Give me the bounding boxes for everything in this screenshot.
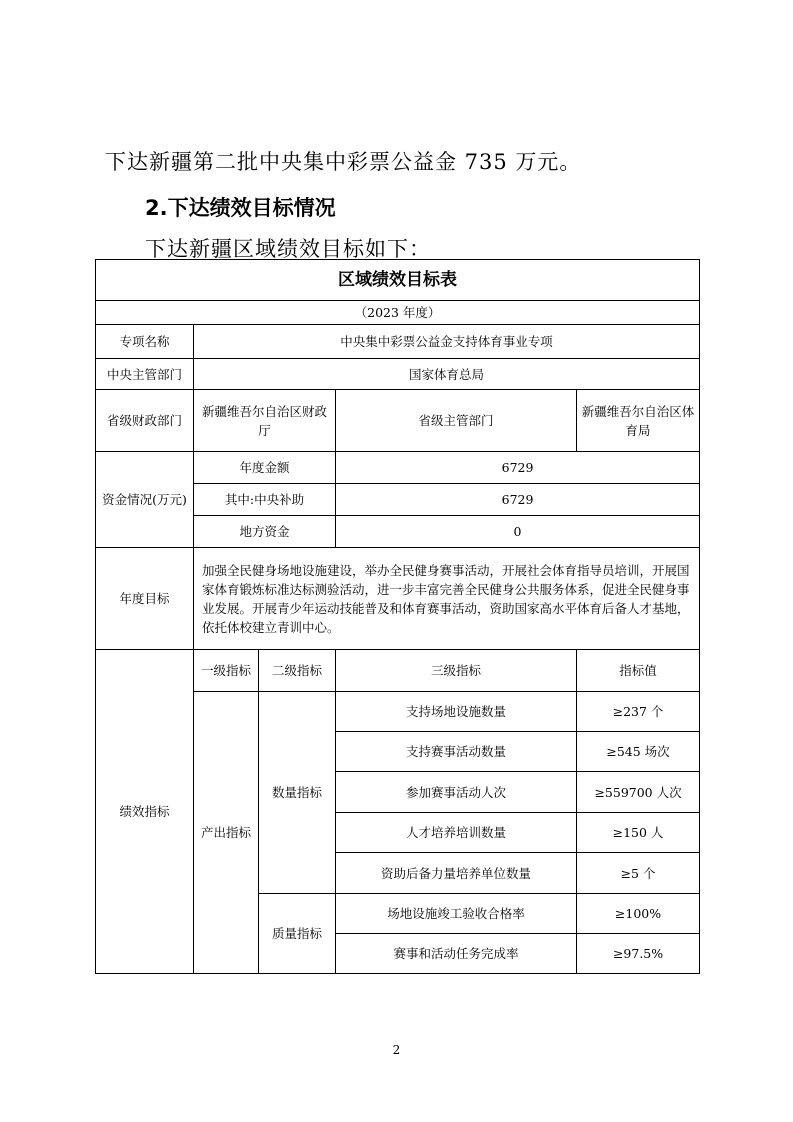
section-heading: 2.下达绩效目标情况 [145, 196, 336, 220]
performance-target-table [95, 259, 700, 974]
indicator-value: ≥559700 人次 [577, 772, 700, 813]
output-label: 产出指标 [194, 692, 259, 974]
prov-finance-label: 省级财政部门 [96, 390, 194, 452]
header-level3: 三级指标 [336, 650, 577, 692]
indicator-name: 支持场地设施数量 [336, 692, 577, 732]
page-number: 2 [392, 1043, 401, 1057]
header-level1: 一级指标 [194, 650, 259, 692]
intro-paragraph: 下达新疆区域绩效目标如下： [145, 237, 431, 261]
indicator-value: ≥545 场次 [577, 732, 700, 772]
project-label: 专项名称 [96, 325, 194, 359]
funds-row-value: 6729 [336, 452, 700, 484]
perf-label: 绩效指标 [96, 650, 194, 974]
header-level2: 二级指标 [259, 650, 336, 692]
funds-row-label: 其中:中央补助 [194, 484, 336, 516]
table-year: （2023 年度） [96, 301, 700, 325]
prov-finance-value: 新疆维吾尔自治区财政厅 [194, 390, 336, 452]
quality-label: 质量指标 [259, 894, 336, 974]
indicator-name: 人才培养培训数量 [336, 813, 577, 853]
indicator-name: 参加赛事活动人次 [336, 772, 577, 813]
funds-row-value: 6729 [336, 484, 700, 516]
central-dept-label: 中央主管部门 [96, 359, 194, 390]
indicator-name: 赛事和活动任务完成率 [336, 934, 577, 974]
indicator-value: ≥5 个 [577, 853, 700, 894]
indicator-value: ≥100% [577, 894, 700, 934]
quantity-label: 数量指标 [259, 692, 336, 894]
table-title: 区域绩效目标表 [96, 260, 700, 301]
central-dept-value: 国家体育总局 [194, 359, 700, 390]
header-value: 指标值 [577, 650, 700, 692]
prov-dept-value: 新疆维吾尔自治区体育局 [577, 390, 700, 452]
indicator-value: ≥97.5% [577, 934, 700, 974]
funds-row-label: 地方资金 [194, 516, 336, 548]
indicator-name: 资助后备力量培养单位数量 [336, 853, 577, 894]
funds-row-value: 0 [336, 516, 700, 548]
indicator-value: ≥237 个 [577, 692, 700, 732]
annual-goal-label: 年度目标 [96, 548, 194, 650]
prov-dept-label: 省级主管部门 [336, 390, 577, 452]
funds-row-label: 年度金额 [194, 452, 336, 484]
paragraph-funding: 下达新疆第二批中央集中彩票公益金 735 万元。 [105, 150, 582, 174]
indicator-name: 支持赛事活动数量 [336, 732, 577, 772]
indicator-value: ≥150 人 [577, 813, 700, 853]
annual-goal-text: 加强全民健身场地设施建设，举办全民健身赛事活动，开展社会体育指导员培训，开展国家体育锻炼标准达标测验活动，进一步丰富完善全民健身公共服务体系，促进全民健身事业发展。开展青少年运动技能普及和体育赛事活动，资助国家高水平体育后备人才基地，依托体校建立青训中心。 [194, 548, 700, 650]
funds-label: 资金情况(万元) [96, 452, 194, 548]
indicator-name: 场地设施竣工验收合格率 [336, 894, 577, 934]
project-value: 中央集中彩票公益金支持体育事业专项 [194, 325, 700, 359]
